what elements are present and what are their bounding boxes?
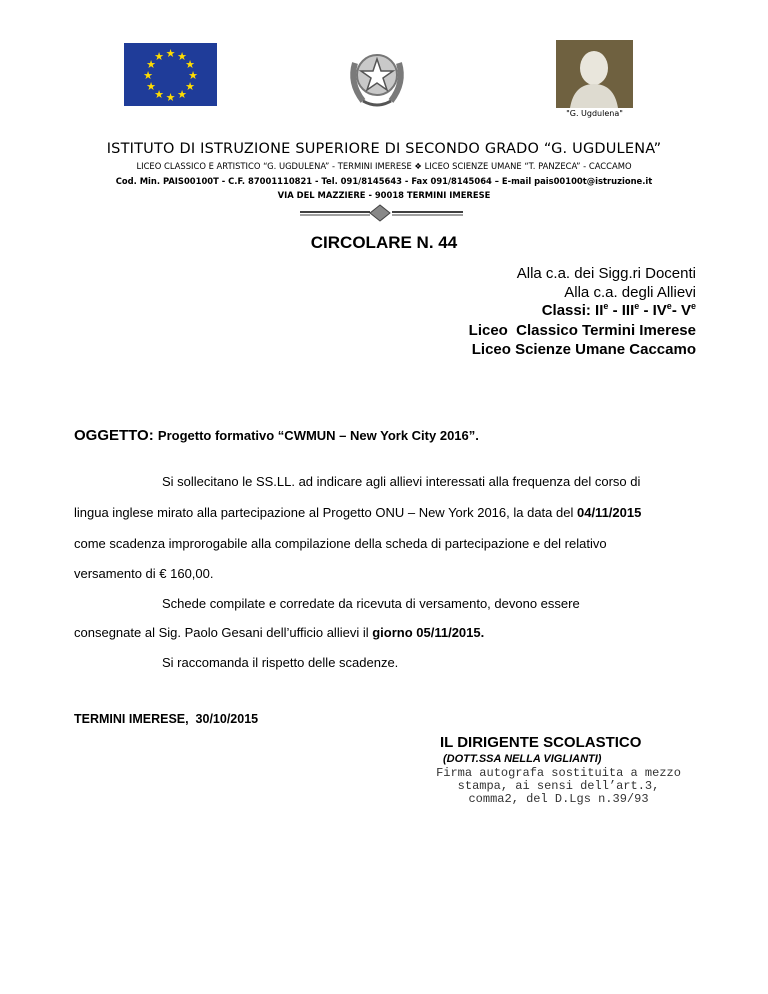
portrait-caption: "G. Ugdulena" <box>566 109 623 118</box>
addressee-liceo-scienze: Liceo Scienze Umane Caccamo <box>471 341 696 358</box>
subject-line <box>74 427 479 444</box>
addressee-classes: Classi: IIe - IIIe - IVe- Ve <box>541 301 696 319</box>
svg-text:★: ★ <box>188 69 198 82</box>
subject-label: OGGETTO: <box>74 427 154 444</box>
eu-flag-icon <box>124 43 217 106</box>
signature-note: Firma autografa sostituita a mezzo stampa, ai sensi dell’art.3, comma2, del D.Lgs n.39/93 <box>436 766 681 806</box>
svg-text:★: ★ <box>146 80 156 93</box>
subject-text: Progetto formativo “CWMUN – New York City 2016”. <box>157 428 479 443</box>
svg-text:★: ★ <box>146 58 156 71</box>
body-p1-line3: come scadenza improrogabile alla compilazione della scheda di partecipazione e del relativo <box>74 536 607 551</box>
svg-text:★: ★ <box>185 58 195 71</box>
place-date: TERMINI IMERESE, 30/10/2015 <box>74 712 259 726</box>
body-p3: Si raccomanda il rispetto delle scadenze. <box>162 655 399 670</box>
body-p1-line4: versamento di € 160,00. <box>74 566 214 581</box>
body-p2-line2: consegnate al Sig. Paolo Gesani dell’ufficio allievi il giorno 05/11/2015. <box>74 625 485 640</box>
addressee-students: Alla c.a. degli Allievi <box>564 284 696 301</box>
circular-title: CIRCOLARE N. 44 <box>310 233 458 252</box>
header-codes: Cod. Min. PAIS00100T - C.F. 87001110821 - Tel. 091/8145643 - Fax 091/8145064 – E-mail pais00100t@istruzione.it <box>115 176 653 186</box>
portrait-bust-image <box>556 40 633 108</box>
director-name: (DOTT.SSA NELLA VIGLIANTI) <box>443 753 602 765</box>
header-schools: LICEO CLASSICO E ARTISTICO “G. UGDULENA” - TERMINI IMERESE ❖ LICEO SCIENZE UMANE “T. PANZECA” - CACCAMO <box>136 161 632 171</box>
body-p2-line1: Schede compilate e corredate da ricevuta di versamento, devono essere <box>162 596 580 611</box>
svg-text:★: ★ <box>185 80 195 93</box>
svg-text:★: ★ <box>154 50 164 63</box>
header-address: VIA DEL MAZZIERE - 90018 TERMINI IMERESE <box>277 190 491 200</box>
svg-text:★: ★ <box>165 47 176 60</box>
addressee-teachers: Alla c.a. dei Sigg.ri Docenti <box>516 265 696 282</box>
institute-name: ISTITUTO DI ISTRUZIONE SUPERIORE DI SECONDO GRADO “G. UGDULENA” <box>106 141 662 157</box>
svg-text:★: ★ <box>154 88 164 101</box>
addressee-liceo-classico: Liceo Classico Termini Imerese <box>468 322 696 339</box>
svg-text:★: ★ <box>177 88 187 101</box>
body-p1-line2: lingua inglese mirato alla partecipazione al Progetto ONU – New York 2016, la data del 04/11/2015 <box>74 505 642 520</box>
svg-text:★: ★ <box>177 50 187 63</box>
header-divider <box>300 203 465 223</box>
svg-text:★: ★ <box>143 69 153 82</box>
body-p1-line1: Si sollecitano le SS.LL. ad indicare agli allievi interessati alla frequenza del corso di <box>162 474 641 489</box>
director-title: IL DIRIGENTE SCOLASTICO <box>440 734 642 751</box>
italian-emblem-icon <box>345 43 409 111</box>
svg-text:★: ★ <box>165 91 176 104</box>
